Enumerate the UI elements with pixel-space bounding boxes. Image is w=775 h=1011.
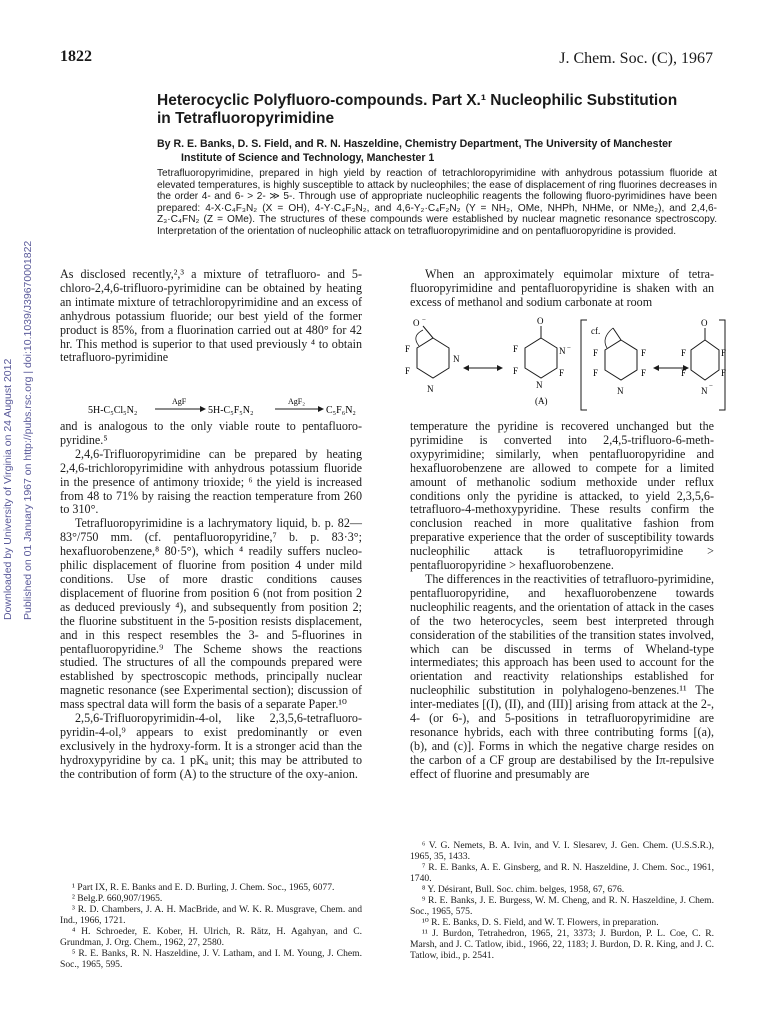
reaction-scheme-graphic bbox=[60, 396, 362, 420]
form-a-label: (A) bbox=[535, 396, 548, 406]
left-column-body bbox=[60, 420, 362, 782]
paper-title bbox=[157, 92, 727, 128]
footnote-10: ¹⁰ R. E. Banks, D. S. Field, and W. T. Flowers, in preparation. bbox=[422, 917, 659, 928]
journal-reference: J. Chem. Soc. (C), 1967 bbox=[559, 50, 713, 67]
reaction-scheme bbox=[60, 396, 362, 420]
svg-text:N: N bbox=[701, 386, 708, 396]
left-paragraph-3: Tetrafluoropyrimidine is a lachrymatory liquid, b. p. 82—83°/750 mm. (cf. pentafluoropyridine,⁷ b. p. 83·3°; hexafluorobenzene,⁸ 80·5°), which ⁴ readily suffers nucleo-philic displacement of fluorine from position 4 under mild conditions. Use of more drastic conditions causes displacement of fluorine from position 6 (not from position 2 as deduced previously ⁴), and subsequently from position 2; the fluorine substituent in the 5-position resists displacement, and in this respect resembles the 3- and 5-fluorines in pentafluoropyridine.⁹ The Scheme shows the reactions studied. The structures of all the compounds prepared were established by spectroscopic methods, principally nuclear magnetic resonance (see Experimental section); discussion of mass spectral data will form the basis of a separate Paper.¹⁰ bbox=[60, 516, 362, 712]
svg-text:F: F bbox=[641, 348, 647, 358]
svg-text:F: F bbox=[721, 368, 727, 378]
scheme-reagent-2: AgF₂ bbox=[288, 397, 306, 406]
footnote-8: ⁸ Y. Désirant, Bull. Soc. chim. belges, 1958, 67, 676. bbox=[422, 884, 625, 895]
left-column-intro bbox=[60, 268, 362, 365]
page-number: 1822 bbox=[60, 48, 92, 65]
scheme-arrowhead-2 bbox=[318, 406, 324, 412]
footnote-4: ⁴ H. Schroeder, E. Kober, H. Ulrich, R. Rätz, H. Agahyan, and C. Grundman, J. Org. Chem., 1962, 27, 2580. bbox=[60, 926, 362, 948]
footnote-3: ³ R. D. Chambers, J. A. H. MacBride, and W. K. R. Musgrave, Chem. and Ind., 1966, 1721. bbox=[60, 904, 362, 926]
svg-text:N: N bbox=[559, 346, 566, 356]
svg-text:F: F bbox=[593, 348, 599, 358]
svg-text:F: F bbox=[513, 344, 519, 354]
footnote-6: ⁶ V. G. Nemets, B. A. Ivin, and V. I. Slesarev, J. Gen. Chem. (U.S.S.R.), 1965, 35, 1433. bbox=[410, 840, 714, 862]
right-paragraph-1: temperature the pyridine is recovered unchanged but the pyrimidine is converted into 2,4,5-trifluoro-6-meth-oxypyrimidine; similarly, when pentafluoropyridine and hexafluorobenzene are allowed to compete for a limited amount of methanolic sodium methoxide under reflux conditions only the pyridine is attacked, to yield 2,3,5,6-tetrafluoro-4-methoxypyridine. These results confirm the conclusion reached in more qualitative fashion from preparative experience that the order of susceptibility towards nucleophilic attack is tetrafluoropyrimidine > pentafluoropyridine > hexafluorobenzene. bbox=[410, 419, 714, 573]
svg-text:O: O bbox=[537, 316, 544, 326]
svg-text:N: N bbox=[536, 380, 543, 390]
svg-text:O: O bbox=[413, 318, 420, 328]
svg-text:N: N bbox=[617, 386, 624, 396]
resonance-arrow-1 bbox=[463, 365, 503, 371]
author-block bbox=[157, 137, 732, 165]
author-line: By R. E. Banks, D. S. Field, and R. N. Haszeldine, Chemistry Department, The University of Manchester bbox=[157, 138, 673, 150]
scheme-intermediate: 5H-C₅F₅N₂ bbox=[208, 405, 254, 416]
footnote-1: ¹ Part IX, R. E. Banks and E. D. Burling, J. Chem. Soc., 1965, 6077. bbox=[72, 882, 335, 893]
svg-text:−: − bbox=[422, 316, 426, 324]
svg-text:F: F bbox=[681, 348, 687, 358]
footnote-5: ⁵ R. E. Banks, R. N. Haszeldine, J. V. Latham, and I. M. Young, J. Chem. Soc., 1965, 595. bbox=[60, 948, 362, 970]
right-column-body bbox=[410, 420, 714, 782]
footnote-7: ⁷ R. E. Banks, A. E. Ginsberg, and R. N. Haszeldine, J. Chem. Soc., 1961, 1740. bbox=[410, 862, 714, 884]
svg-text:O: O bbox=[701, 318, 708, 328]
scheme-reactant: 5H-C₅Cl₅N₂ bbox=[88, 405, 138, 416]
svg-text:F: F bbox=[405, 366, 411, 376]
right-paragraph-2: The differences in the reactivities of tetrafluoro-pyrimidine, pentafluoropyridine, and hexafluorobenzene towards nucleophilic reagents, and the orientation of attack in the cases of the two heterocycles, seem best interpreted through consideration of the stabilities of the transition states involved, which can be discussed in terms of Wheland-type intermediates; this approach has been used to account for the orientation and reactivity relationships established for nucleophilic substitution in polyhalogeno-benzenes.¹¹ The inter-mediates [(I), (II), and (III)] arising from attack at the 2-, 4- (or 6-), and 5-positions in tetrafluoropyrimidine are resonance hybrids, each with three contributing forms [(a), (b), and (c)]. Forms in which the negative charge resides on the carbon of a CF group are destabilised by the Iπ-repulsive effect of fluorine and presumably are bbox=[410, 571, 714, 781]
footnote-9: ⁹ R. E. Banks, J. E. Burgess, W. M. Cheng, and R. N. Haszeldine, J. Chem. Soc., 1965, 575. bbox=[410, 895, 714, 917]
scheme-arrowhead-1 bbox=[200, 406, 206, 412]
bracket-left bbox=[581, 320, 587, 410]
svg-text:F: F bbox=[721, 348, 727, 358]
title-line-1: Heterocyclic Polyfluoro-compounds. Part X.¹ Nucleophilic Substitution bbox=[157, 92, 678, 109]
left-paragraph-4: 2,5,6-Trifluoropyrimidin-4-ol, like 2,3,5,6-tetrafluoro-pyridin-4-ol,⁹ appears to exist predominantly or even exclusively in the hydroxy-form. It is a stronger acid than the hydroxypyridine by ca. 1 pKₐ unit; this may be attributed to the contribution of form (A) to the structure of the oxy-anion. bbox=[60, 711, 362, 781]
title-line-2: in Tetrafluoropyrimidine bbox=[157, 110, 335, 127]
scheme-product: C₅F₆N₂ bbox=[326, 405, 356, 416]
bracket-right bbox=[719, 320, 725, 410]
abstract: Tetrafluoropyrimidine, prepared in high yield by reaction of tetrachloropyrimidine with anhydrous potassium fluoride at elevated temperatures, is highly susceptible to attack by nucleophiles; the ease of displacement of ring fluorines decreases in the order 4- and 6- > 2- ≫ 5-. Through use of appropriate nucleophilic reagents the following fluoro-pyrimidines have been prepared: 4-X·C₄F₃N₂ (X = OH), 4-Y·C₄F₃N₂, and 4,6-Y₂·C₄F₂N₂ (Y = NH₂, OMe, NHPh, NHMe, or NMe₂), and 2,4,6-Z₃·C₄FN₂ (Z = OMe). The structures of these compounds were established by nuclear magnetic resonance spectroscopy. Interpretation of the orientation of nucleophilic attack on tetrafluoropyrimidine and on pentafluoropyridine is provided. bbox=[157, 168, 717, 237]
svg-text:F: F bbox=[513, 366, 519, 376]
footnotes-left bbox=[60, 882, 362, 970]
structure-oxy-anion bbox=[405, 316, 460, 394]
left-paragraph-2: 2,4,6-Trifluoropyrimidine can be prepared by heating 2,4,6-trichloropyrimidine with anhydrous potassium fluoride in the presence of antimony trioxide; ⁶ the yield is increased from 48 to 71% by raising the reaction temperature from 260 to 310°. bbox=[60, 446, 362, 517]
intro-paragraph: As disclosed recently,²,³ a mixture of tetrafluoro- and 5-chloro-2,4,6-trifluoro-pyrimidine can be obtained by heating an intimate mixture of tetrachloropyrimidine and an excess of anhydrous potassium fluoride; our best yield of the former product is 85%, from a fluorination carried out at 480° for 42 hr. This method is superior to that used previously ⁴ to obtain tetrafluoro-pyrimidine bbox=[60, 267, 362, 365]
resonance-structures-figure bbox=[393, 316, 727, 416]
left-paragraph-1: and is analogous to the only viable route to pentafluoro-pyridine.⁵ bbox=[60, 419, 362, 447]
svg-text:F: F bbox=[405, 344, 411, 354]
footnotes-right bbox=[410, 840, 714, 961]
resonance-structures-graphic bbox=[393, 316, 727, 416]
svg-text:F: F bbox=[681, 368, 687, 378]
svg-text:F: F bbox=[593, 368, 599, 378]
svg-text:N: N bbox=[453, 354, 460, 364]
structure-form-a bbox=[513, 316, 571, 406]
right-column-intro bbox=[410, 268, 714, 310]
publication-notice: Published on 01 January 1967 on http://pubs.rsc.org | doi:10.1039/J39670001822 bbox=[22, 240, 34, 620]
structure-pyridine-anion bbox=[593, 328, 646, 396]
svg-text:N: N bbox=[427, 384, 434, 394]
svg-text:F: F bbox=[641, 368, 647, 378]
svg-text:F: F bbox=[559, 368, 565, 378]
cf-label: cf. bbox=[591, 326, 601, 336]
structure-pyridone bbox=[681, 318, 726, 396]
download-notice: Downloaded by University of Virginia on 24 August 2012 bbox=[2, 358, 14, 620]
affiliation-line: Institute of Science and Technology, Manchester 1 bbox=[181, 152, 435, 164]
scheme-reagent-1: AgF bbox=[172, 397, 187, 406]
footnote-11: ¹¹ J. Burdon, Tetrahedron, 1965, 21, 3373; J. Burdon, P. L. Coe, C. R. Marsh, and J. C. Tatlow, ibid., 1966, 22, 1183; J. Burdon, D. R. King, and J. C. Tatlow, ibid., p. 2541. bbox=[410, 928, 714, 961]
svg-text:−: − bbox=[567, 344, 571, 352]
svg-text:−: − bbox=[709, 382, 713, 390]
right-intro-paragraph: When an approximately equimolar mixture of tetra-fluoropyrimidine and pentafluoropyridine is shaken with an excess of methanol and sodium carbonate at room bbox=[410, 267, 714, 309]
footnote-2: ² Belg.P. 660,907/1965. bbox=[72, 893, 163, 904]
